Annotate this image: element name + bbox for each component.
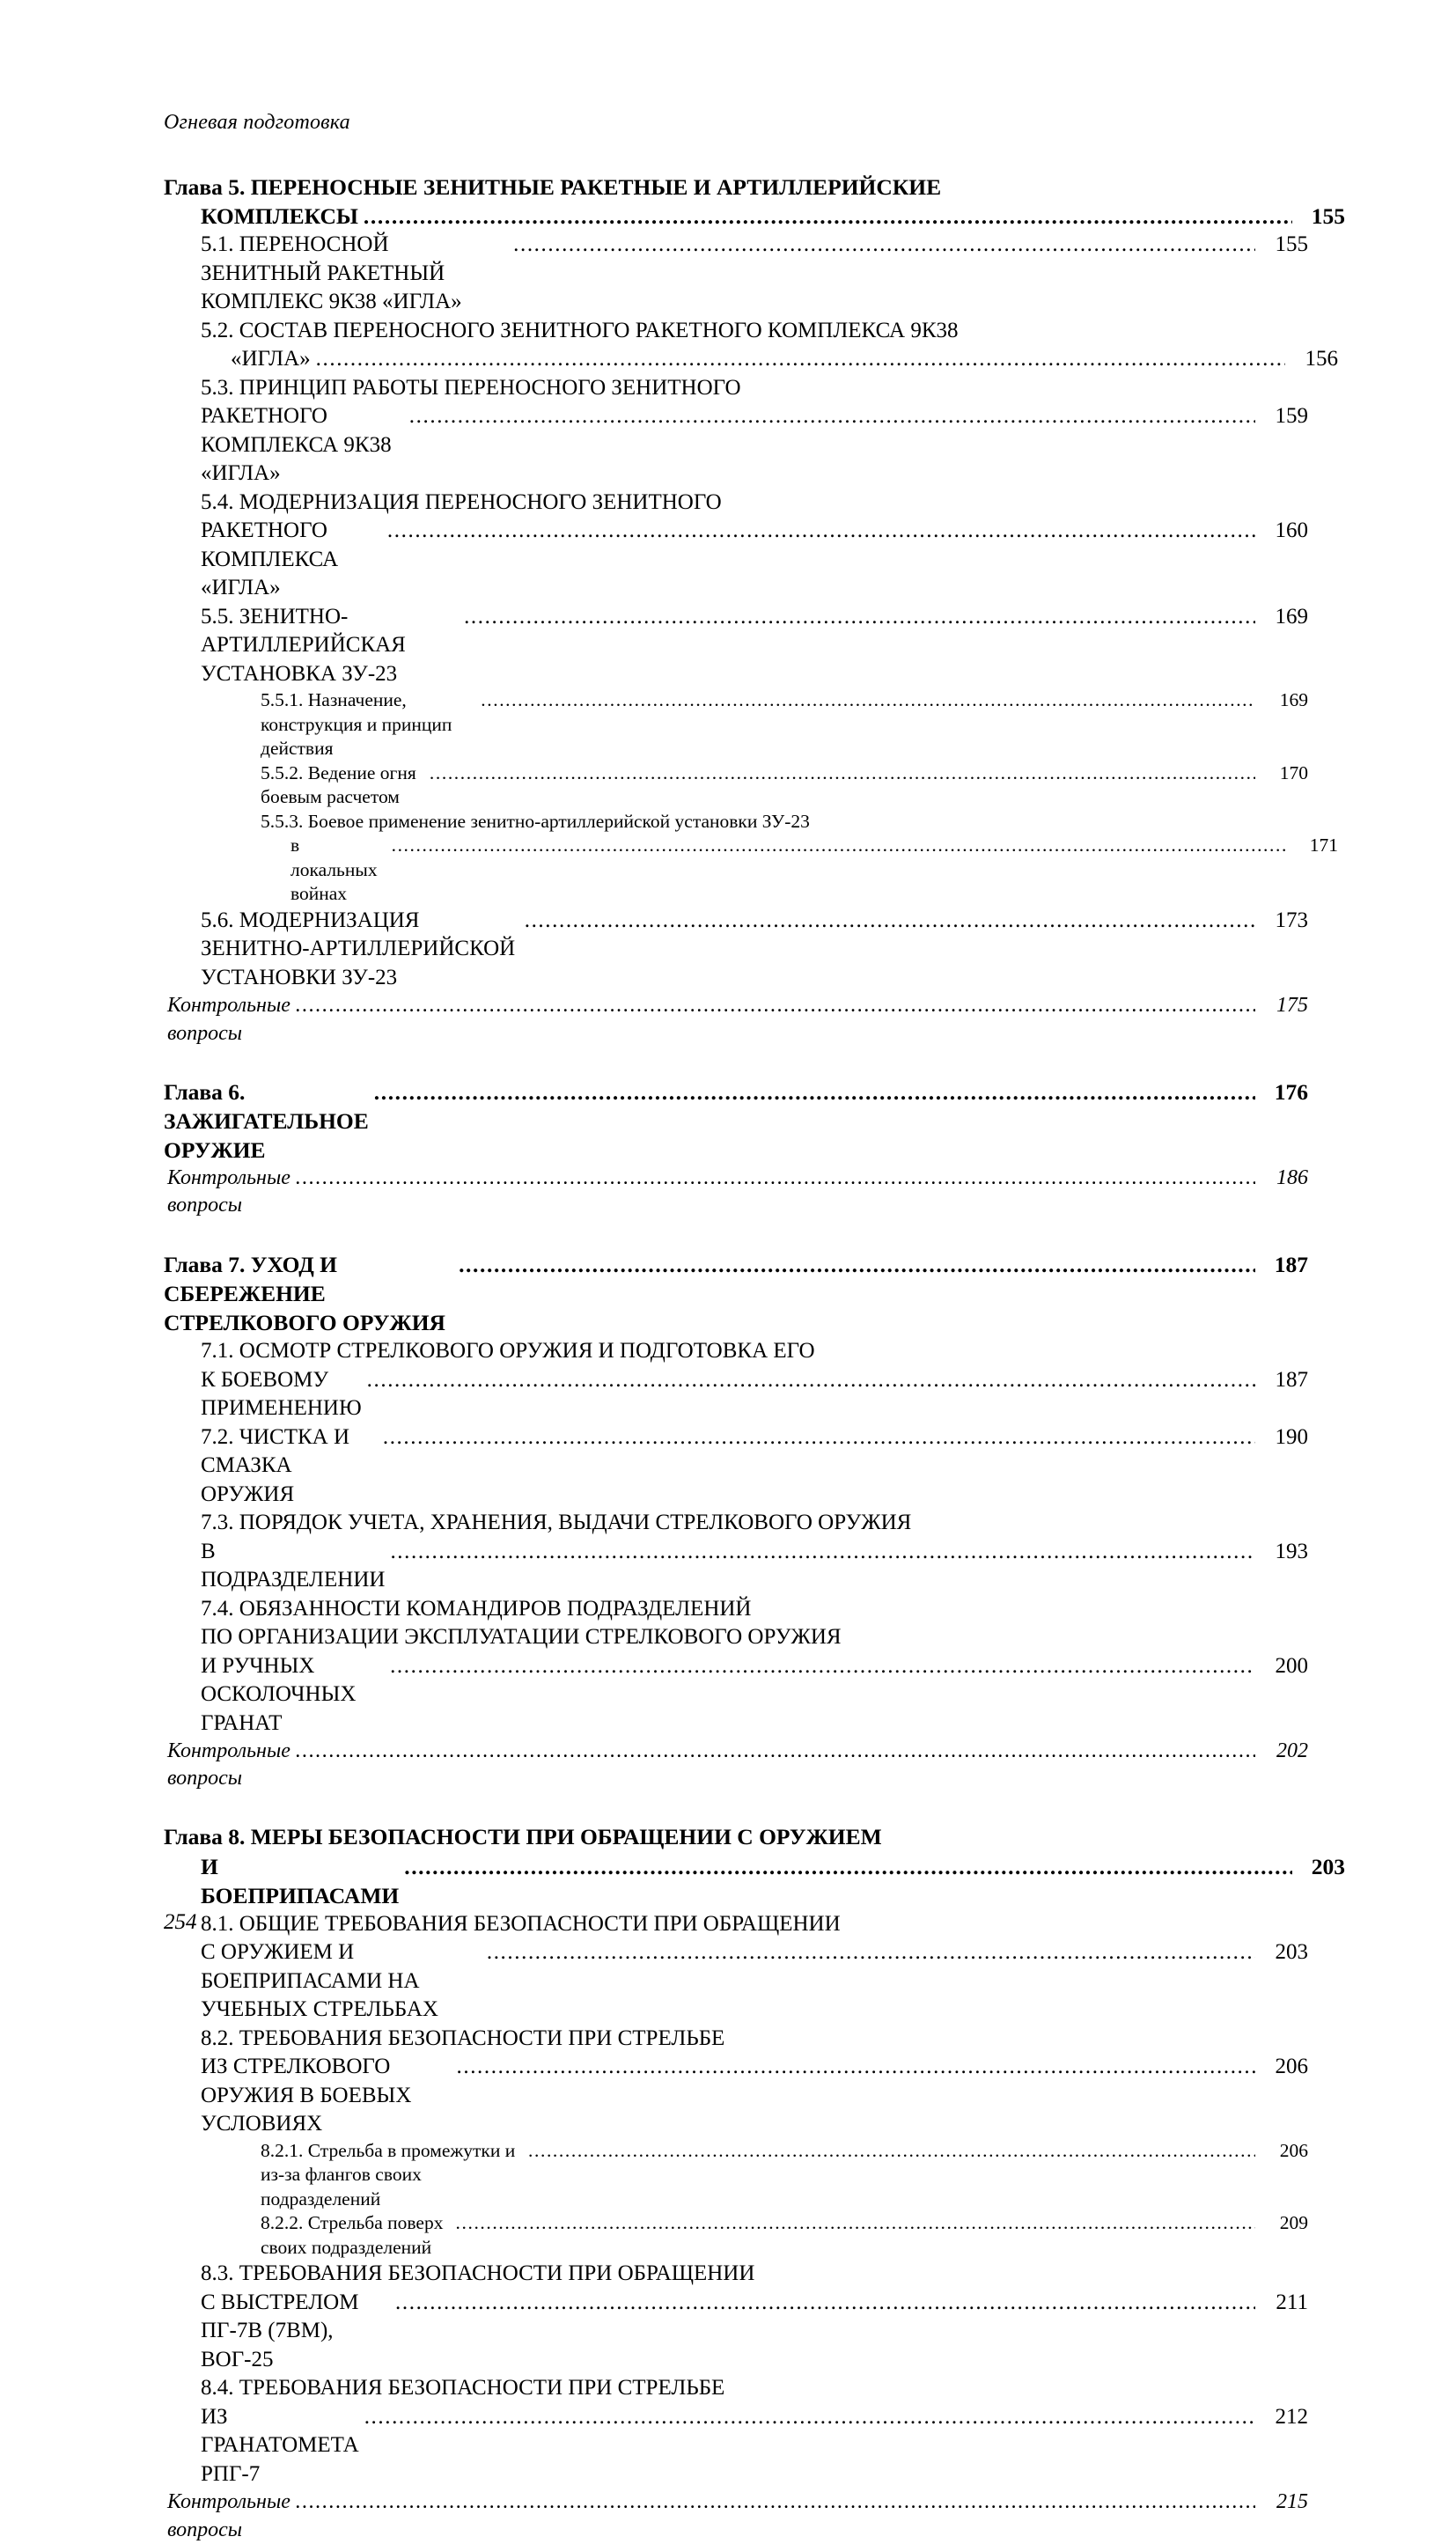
toc-entry-sec[interactable] [164,317,1338,374]
toc-entry-page: 175 [1276,994,1308,1018]
toc-entry-page: 155 [1311,203,1345,230]
toc-entry-title: 8.3. ТРЕБОВАНИЯ БЕЗОПАСНОСТИ ПРИ ОБРАЩЕНИИ [201,2261,755,2286]
toc-entry-title: 7.3. ПОРЯДОК УЧЕТА, ХРАНЕНИЯ, ВЫДАЧИ СТРЕЛКОВОГО ОРУЖИЯ [201,1511,912,1535]
toc-entry-chapter[interactable] [164,173,1345,231]
toc-entry-page: 160 [1275,518,1308,543]
leader-dots [296,2489,1255,2516]
toc-entry-title: РАКЕТНОГО КОМПЛЕКСА 9К38 «ИГЛА» [201,404,397,486]
toc-entry-title: Глава 7. УХОД И СБЕРЕЖЕНИЕ СТРЕЛКОВОГО ОРУЖИЯ [164,1251,445,1335]
leader-dots [487,1938,1255,1967]
toc-line [164,173,1308,202]
toc-line [164,1250,1308,1337]
toc-entry-sub[interactable] [164,2139,1308,2212]
toc-entry-chapter[interactable] [164,1822,1345,1909]
toc-entry-ctrl[interactable] [164,2489,1308,2543]
toc-entry-sec[interactable] [164,489,1308,603]
leader-dots [296,1165,1255,1192]
toc-entry-title: РАКЕТНОГО КОМПЛЕКСА «ИГЛА» [201,518,344,600]
leader-dots [456,2211,1255,2236]
toc-entry-page: 203 [1311,1853,1345,1879]
leader-dots [513,231,1255,260]
page-number: 254 [164,1910,197,1934]
toc-entry-sec[interactable] [164,1423,1308,1510]
toc-entry-title: Контрольные вопросы [167,1166,296,1217]
toc-line [201,1366,1308,1423]
leader-dots [296,992,1255,1019]
toc-entry-page: 206 [1279,2139,1308,2161]
toc-entry-sub[interactable] [164,2211,1308,2260]
toc-line [201,1652,1308,1739]
toc-line [261,2211,1308,2260]
toc-line [201,317,1308,346]
toc-entry-sec[interactable] [164,374,1308,489]
toc-entry-page: 155 [1275,232,1308,257]
toc-entry-title: В ПОДРАЗДЕЛЕНИИ [201,1539,386,1592]
toc-entry-page: 200 [1275,1653,1308,1678]
leader-dots [409,402,1255,431]
toc-entry-page: 176 [1274,1078,1308,1105]
leader-dots [390,1538,1255,1567]
toc-line [201,603,1308,689]
toc-entry-page: 190 [1275,1424,1308,1449]
leader-dots [364,202,1292,231]
toc-line [164,202,1345,231]
toc-entry-title: ПО ОРГАНИЗАЦИИ ЭКСПЛУАТАЦИИ СТРЕЛКОВОГО ОРУЖИЯ [201,1625,842,1650]
running-head: Огневая подготовка [164,111,350,134]
toc-entry-title: С ВЫСТРЕЛОМ ПГ-7В (7ВМ), ВОГ-25 [201,2290,364,2371]
toc-entry-title: 5.6. МОДЕРНИЗАЦИЯ ЗЕНИТНО-АРТИЛЛЕРИЙСКОЙ УСТАНОВКИ ЗУ-23 [201,908,521,989]
toc-entry-page: 202 [1276,1739,1308,1763]
toc-line [201,1938,1308,2025]
table-of-contents [164,173,1345,2544]
toc-entry-sec[interactable] [164,603,1308,689]
toc-entry-page: 186 [1276,1166,1308,1190]
toc-entry-title: 5.1. ПЕРЕНОСНОЙ ЗЕНИТНЫЙ РАКЕТНЫЙ КОМПЛЕКС 9К38 «ИГЛА» [201,232,462,314]
leader-dots [404,1852,1292,1881]
leader-dots [481,688,1255,713]
leader-dots [296,1738,1255,1765]
toc-entry-page: 169 [1275,604,1308,629]
toc-line [201,231,1308,317]
leader-dots [364,2403,1255,2432]
toc-entry-title: ИЗ ГРАНАТОМЕТА РПГ-7 [201,2404,364,2486]
toc-entry-chapter[interactable] [164,1250,1308,1337]
toc-entry-page: 212 [1275,2404,1308,2429]
toc-line [201,1595,1308,1624]
leader-dots [525,907,1255,936]
toc-entry-page: 187 [1275,1367,1308,1392]
toc-entry-title: 8.1. ОБЩИЕ ТРЕБОВАНИЯ БЕЗОПАСНОСТИ ПРИ ОБРАЩЕНИИ [201,1911,841,1936]
toc-line [201,2053,1308,2139]
toc-entry-chapter[interactable] [164,1077,1308,1165]
toc-line [201,2374,1308,2403]
toc-entry-page: 211 [1276,2290,1308,2314]
toc-entry-sec[interactable] [164,231,1308,317]
toc-entry-title: 5.4. МОДЕРНИЗАЦИЯ ПЕРЕНОСНОГО ЗЕНИТНОГО [201,489,722,514]
spacer [164,1792,1308,1822]
leader-dots [457,2053,1256,2082]
toc-line [201,1337,1308,1366]
toc-entry-page: 156 [1305,347,1338,371]
toc-line [164,1852,1345,1910]
leader-dots [316,345,1285,374]
toc-line [201,2025,1308,2054]
toc-entry-title: И РУЧНЫХ ОСКОЛОЧНЫХ ГРАНАТ [201,1653,362,1735]
toc-line [201,345,1338,374]
toc-entry-title: 7.4. ОБЯЗАННОСТИ КОМАНДИРОВ ПОДРАЗДЕЛЕНИЙ [201,1596,752,1621]
toc-line [261,761,1308,810]
toc-entry-title: 7.1. ОСМОТР СТРЕЛКОВОГО ОРУЖИЯ И ПОДГОТОВКА ЕГО [201,1339,815,1364]
toc-entry-sec[interactable] [164,2374,1308,2489]
toc-line [167,992,1308,1047]
toc-entry-page: 173 [1275,908,1308,932]
toc-entry-title: Глава 6. ЗАЖИГАТЕЛЬНОЕ ОРУЖИЕ [164,1078,375,1164]
toc-entry-page: 187 [1274,1251,1308,1277]
toc-entry-page: 159 [1275,404,1308,429]
toc-line [261,810,1308,835]
toc-line [201,2403,1308,2489]
toc-line [167,1165,1308,1219]
toc-line [201,402,1308,489]
toc-entry-page: 203 [1275,1940,1308,1965]
leader-dots [367,1366,1255,1395]
toc-entry-title: И БОЕПРИПАСАМИ [201,1853,400,1908]
toc-line [201,489,1308,518]
toc-entry-title: Контрольные вопросы [167,994,296,1045]
toc-entry-sec[interactable] [164,1337,1308,1423]
toc-entry-title: 8.4. ТРЕБОВАНИЯ БЕЗОПАСНОСТИ ПРИ СТРЕЛЬБЕ [201,2376,725,2401]
toc-line [261,2139,1308,2212]
toc-entry-title: 5.5.3. Боевое применение зенитно-артиллерийской установки ЗУ-23 [261,810,810,832]
toc-entry-sec[interactable] [164,1509,1308,1595]
toc-line [201,2289,1308,2375]
leader-dots [392,834,1285,858]
toc-entry-title: 8.2.2. Стрельба поверх своих подразделений [261,2212,448,2258]
toc-entry-title: 8.2. ТРЕБОВАНИЯ БЕЗОПАСНОСТИ ПРИ СТРЕЛЬБЕ [201,2026,725,2050]
toc-entry-title: 8.2.1. Стрельба в промежутки и из-за флангов своих подразделений [261,2139,520,2209]
toc-entry-title: 5.5.2. Ведение огня боевым расчетом [261,761,422,808]
toc-entry-title: К БОЕВОМУ ПРИМЕНЕНИЮ [201,1367,362,1421]
toc-entry-title: ИЗ СТРЕЛКОВОГО ОРУЖИЯ В БОЕВЫХ УСЛОВИЯХ [201,2055,417,2136]
toc-entry-title: С ОРУЖИЕМ И БОЕПРИПАСАМИ НА УЧЕБНЫХ СТРЕЛЬБАХ [201,1940,438,2022]
toc-entry-sec[interactable] [164,2260,1308,2374]
toc-entry-sub[interactable] [164,810,1338,907]
toc-line [201,374,1308,403]
toc-entry-title: Глава 5. ПЕРЕНОСНЫЕ ЗЕНИТНЫЕ РАКЕТНЫЕ И АРТИЛЛЕРИЙСКИЕ [164,174,942,200]
toc-entry-title: КОМПЛЕКСЫ [201,203,358,230]
toc-entry-page: 193 [1275,1539,1308,1563]
toc-entry-sec[interactable] [164,2025,1308,2139]
leader-dots [390,1652,1255,1681]
toc-entry-sub[interactable] [164,688,1308,761]
toc-line [201,1509,1308,1538]
leader-dots [383,1423,1255,1452]
toc-entry-page: 170 [1279,761,1308,783]
toc-entry-ctrl[interactable] [164,1738,1308,1792]
leader-dots [395,2289,1255,2318]
toc-line [164,1822,1308,1851]
toc-entry-ctrl[interactable] [164,1165,1308,1219]
toc-entry-sub[interactable] [164,761,1308,810]
toc-line [261,688,1308,761]
leader-dots [528,2139,1255,2164]
toc-line [164,1077,1308,1165]
leader-dots [374,1077,1255,1107]
leader-dots [387,517,1255,546]
spacer [164,1048,1308,1077]
toc-entry-page: 206 [1275,2055,1308,2079]
toc-entry-page: 215 [1276,2490,1308,2514]
toc-line [261,834,1338,907]
toc-entry-title: 5.3. ПРИНЦИП РАБОТЫ ПЕРЕНОСНОГО ЗЕНИТНОГО [201,375,741,400]
toc-line [201,2260,1308,2289]
toc-entry-title: 5.5. ЗЕНИТНО-АРТИЛЛЕРИЙСКАЯ УСТАНОВКА ЗУ-23 [201,604,412,686]
toc-line [167,2489,1308,2543]
toc-entry-title: 5.5.1. Назначение, конструкция и принцип действия [261,689,457,760]
toc-entry-sec[interactable] [164,1910,1308,2025]
toc-entry-title: в локальных войнах [290,835,382,905]
toc-entry-title: 5.2. СОСТАВ ПЕРЕНОСНОГО ЗЕНИТНОГО РАКЕТНОГО КОМПЛЕКСА 9К38 [201,318,959,342]
toc-line [201,1623,1308,1652]
toc-entry-page: 169 [1279,689,1308,711]
toc-entry-ctrl[interactable] [164,992,1308,1047]
toc-entry-page: 209 [1279,2212,1308,2234]
leader-dots [459,1250,1255,1279]
toc-entry-sec[interactable] [164,907,1308,993]
toc-entry-title: Контрольные вопросы [167,1739,296,1790]
toc-line [201,907,1308,993]
spacer [164,1220,1308,1250]
toc-line [201,1538,1308,1595]
toc-entry-page: 171 [1309,835,1338,857]
toc-entry-title: Глава 8. МЕРЫ БЕЗОПАСНОСТИ ПРИ ОБРАЩЕНИИ С ОРУЖИЕМ [164,1824,882,1850]
leader-dots [430,761,1255,786]
toc-line [167,1738,1308,1792]
toc-entry-title: «ИГЛА» [231,347,311,371]
toc-line [201,1423,1308,1510]
leader-dots [464,603,1255,632]
toc-entry-title: Контрольные вопросы [167,2490,296,2541]
toc-entry-sec[interactable] [164,1595,1308,1739]
toc-entry-title: 7.2. ЧИСТКА И СМАЗКА ОРУЖИЯ [201,1424,356,1506]
toc-line [201,517,1308,603]
toc-line [201,1910,1308,1939]
